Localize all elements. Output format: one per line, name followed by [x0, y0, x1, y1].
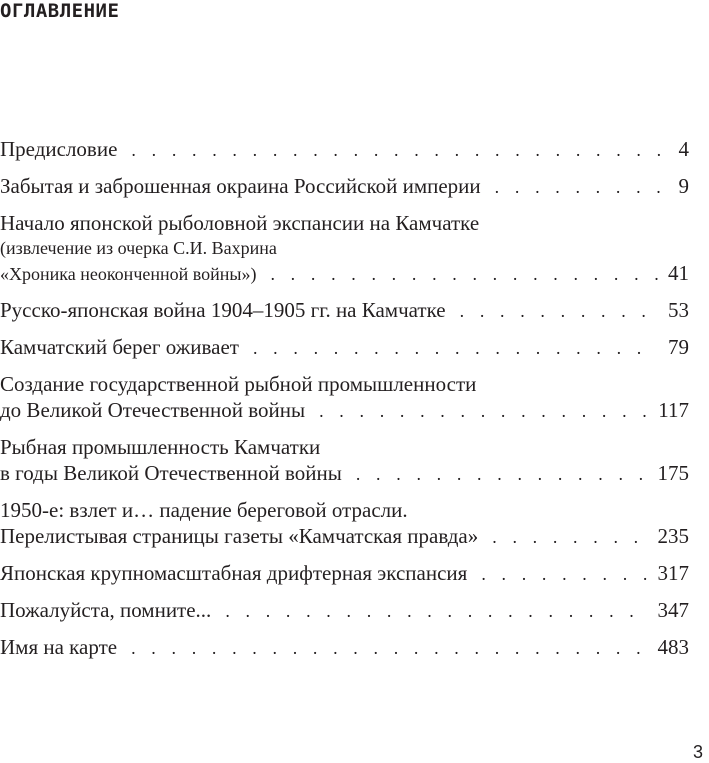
dot-leader — [225, 598, 647, 624]
toc-entry-line — [0, 634, 689, 661]
toc-page-number: 483 — [657, 635, 689, 659]
dot-leader — [460, 298, 658, 324]
toc-entry-line — [0, 397, 689, 424]
toc-entry-title: Рыбная промышленность Камчатки — [0, 435, 321, 459]
toc-entry-subtitle: «Хроника неоконченной войны») — [0, 264, 257, 284]
toc-entry-title-continued: Перелистывая страницы газеты «Камчатская правда» — [0, 524, 479, 548]
toc-entry-line — [0, 597, 689, 624]
page-title: ОГЛАВЛЕНИЕ — [0, 0, 120, 22]
toc-entry-title: Русско-японская война 1904–1905 гг. на Камчатке — [0, 298, 446, 322]
page-number: 3 — [692, 742, 703, 762]
dot-leader — [131, 635, 647, 661]
toc-entry-title: Имя на карте — [0, 635, 118, 659]
toc-entry-drift-net-expansion — [0, 560, 689, 587]
toc-entry-line — [0, 260, 689, 287]
dot-leader — [319, 398, 648, 424]
toc-entry-forgotten-outskirts — [0, 173, 689, 200]
dot-leader — [270, 261, 658, 287]
toc-entry-title: 1950-е: взлет и… падение береговой отрасли. — [0, 498, 408, 522]
dot-leader — [131, 137, 668, 163]
toc-page-number: 347 — [657, 598, 689, 622]
toc-entry-line — [0, 523, 689, 550]
toc-page-number: 117 — [658, 398, 689, 422]
toc-entry-title-continued: до Великой Отечественной войны — [0, 398, 306, 422]
toc-entry-russo-japanese-war — [0, 297, 689, 324]
toc-entry-title: Начало японской рыболовной экспансии на Камчатке — [0, 211, 480, 235]
toc-entry-kamchatka-coast-revives — [0, 334, 689, 361]
toc-entry-title-continued: в годы Великой Отечественной войны — [0, 461, 342, 485]
toc-entry-wartime-fishing-industry — [0, 434, 689, 487]
toc-page-number: 175 — [657, 461, 689, 485]
table-of-contents — [0, 136, 689, 671]
toc-entry-title: Предисловие — [0, 137, 118, 161]
toc-entry-title: Камчатский берег оживает — [0, 335, 239, 359]
toc-entry-line — [0, 173, 689, 200]
toc-entry-preface — [0, 136, 689, 163]
toc-entry-title: Пожалуйста, помните... — [0, 598, 212, 622]
toc-entry-title: Японская крупномасштабная дрифтерная экспансия — [0, 561, 468, 585]
toc-entry-please-remember — [0, 597, 689, 624]
toc-page-number: 317 — [657, 561, 689, 585]
toc-page-number: 79 — [668, 335, 689, 359]
toc-entry-japanese-fishing-expansion — [0, 210, 689, 287]
toc-entry-line — [0, 560, 689, 587]
toc-entry-line — [0, 334, 689, 361]
toc-entry-subtitle: (извлечение из очерка С.И. Вахрина — [0, 238, 277, 258]
toc-page-number: 4 — [678, 137, 689, 161]
dot-leader — [495, 174, 669, 200]
dot-leader — [253, 335, 658, 361]
toc-page-number: 9 — [678, 174, 689, 198]
dot-leader — [481, 561, 647, 587]
toc-entry-title: Создание государственной рыбной промышленности — [0, 372, 477, 396]
toc-entry-title: Забытая и заброшенная окраина Российской империи — [0, 174, 481, 198]
toc-entry-state-fishing-industry — [0, 371, 689, 424]
toc-entry-name-on-map — [0, 634, 689, 661]
toc-page-number: 235 — [657, 524, 689, 548]
toc-entry-1950s — [0, 497, 689, 550]
dot-leader — [492, 524, 647, 550]
toc-entry-line — [0, 136, 689, 163]
toc-page-number: 53 — [668, 298, 689, 322]
toc-entry-line — [0, 460, 689, 487]
toc-entry-line — [0, 297, 689, 324]
toc-page-number: 41 — [668, 261, 689, 285]
dot-leader — [356, 461, 648, 487]
